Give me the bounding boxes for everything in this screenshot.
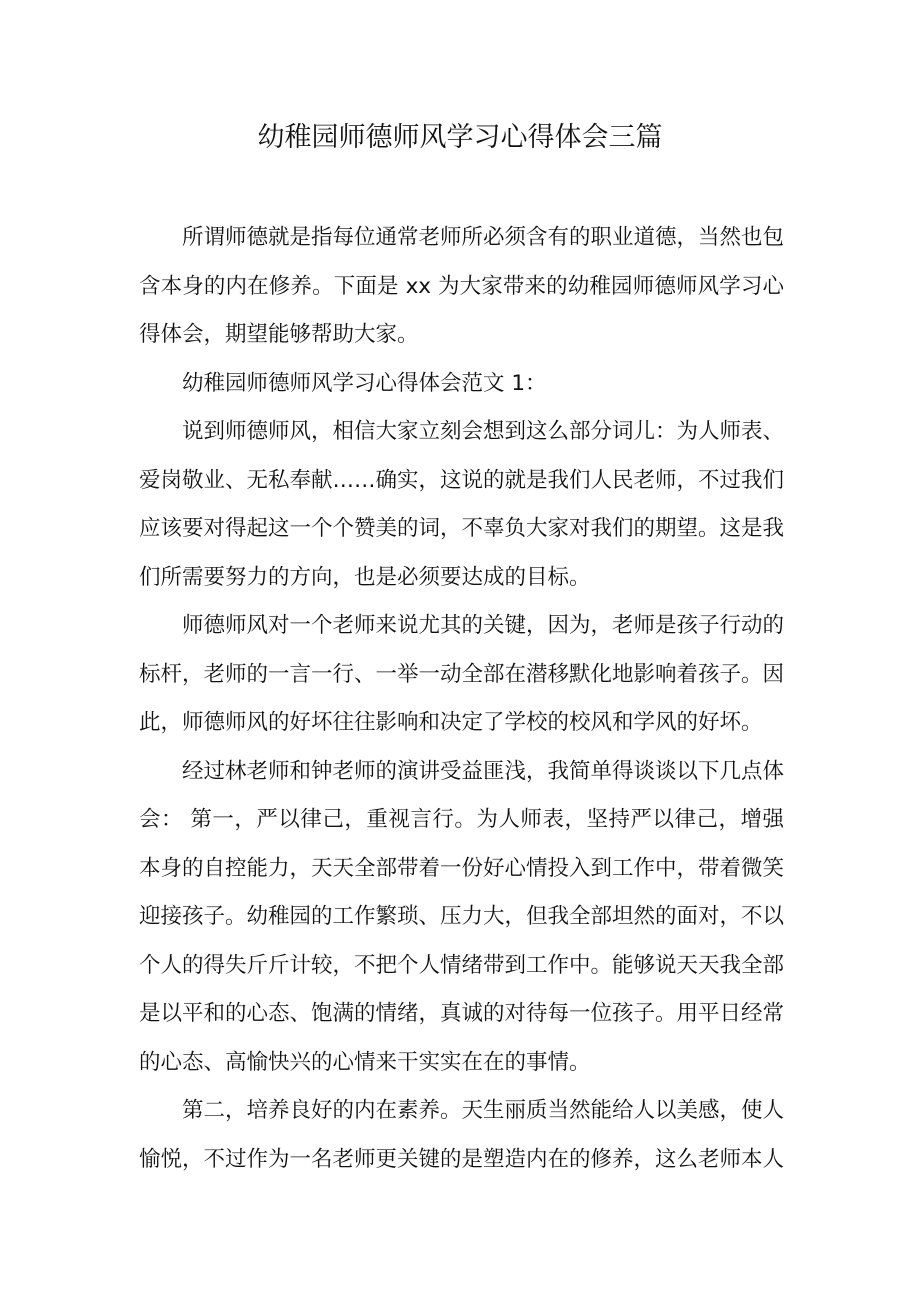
paragraph-body: 师德师风对一个老师来说尤其的关键，因为，老师是孩子行动的标杆，老师的一言一行、一举一动全部在潜移默化地影响着孩子。因此，师德师风的好坏往往影响和决定了学校的校风和学风的好坏。 <box>139 613 785 735</box>
paragraph-intro: 所谓师德就是指每位通常老师所必须含有的职业道德，当然也包含本身的内在修养。下面是 xx 为大家带来的幼稚园师德师风学习心得体会，期望能够帮助大家。 <box>139 225 785 347</box>
paragraph-sample-heading: 幼稚园师德师风学习心得体会范文 1： <box>182 370 547 396</box>
paragraph-body: 第二，培养良好的内在素养。天生丽质当然能给人以美感，使人愉悦，不过作为一名老师更关键的是塑造内在的修养，这么老师本人 <box>139 1098 785 1172</box>
paragraph-body: 说到师德师风，相信大家立刻会想到这么部分词儿：为人师表、爱岗敬业、无私奉献……确实，这说的就是我们人民老师，不过我们应该要对得起这一个个赞美的词，不辜负大家对我们的期望。这是我们所需要努力的方向，也是必须要达成的目标。 <box>139 419 785 590</box>
document-body <box>139 214 784 1184</box>
paragraph-body: 经过林老师和钟老师的演讲受益匪浅，我简单得谈谈以下几点体会： 第一，严以律己，重视言行。为人师表，坚持严以律己，增强本身的自控能力，天天全部带着一份好心情投入到工作中，带着微笑迎接孩子。幼稚园的工作繁琐、压力大，但我全部坦然的面对，不以个人的得失斤斤计较，不把个人情绪带到工作中。能够说天天我全部是以平和的心态、饱满的情绪，真诚的对待每一位孩子。用平日经常的心态、高愉快兴的心情来干实实在在的事情。 <box>139 758 785 1075</box>
document-title: 幼稚园师德师风学习心得体会三篇 <box>257 122 663 153</box>
